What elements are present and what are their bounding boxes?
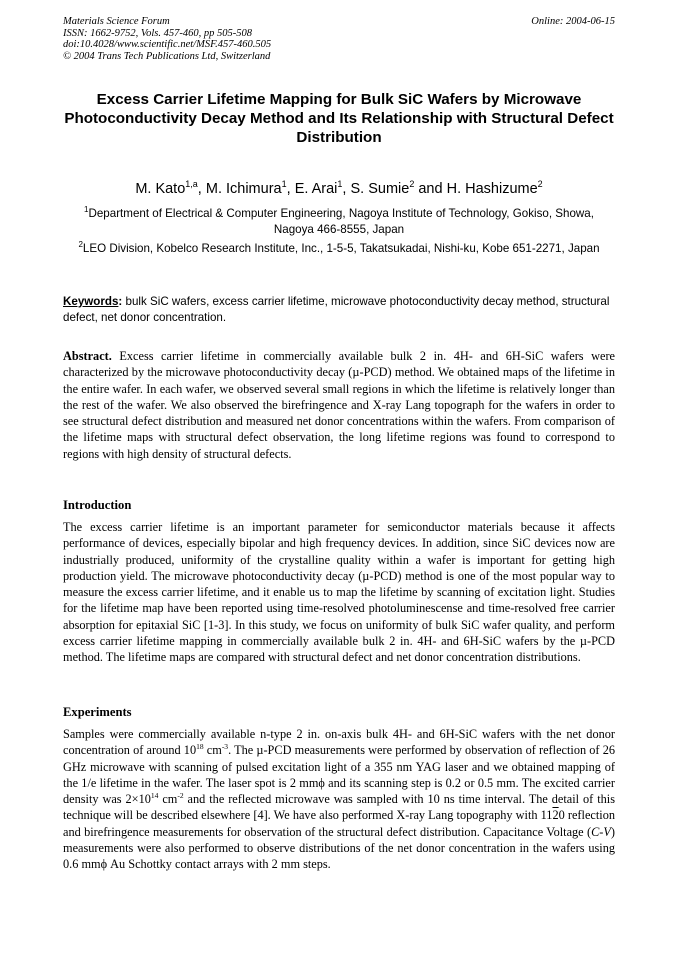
- paper-title: Excess Carrier Lifetime Mapping for Bulk SiC Wafers by Microwave Photoconductivity Decay Method and Its Relationship with Structural Defect Distribution: [64, 91, 614, 146]
- text-run: 0 reflection and birefringence measurements for observation of the structural defect distribution. Capacitance Voltage (: [63, 808, 615, 839]
- introduction-text: The excess carrier lifetime is an important parameter for semiconductor materials because it affects performance of devices, especially bipolar and high frequency devices. In addition, since SiC devices now are industrially produced, uniformity of the crystalline quality within a wafer is important for getting high production yield. The microwave photoconductivity decay (µ-PCD) method is one of the most popular way to measure the excess carrier lifetime, and it enable us to map the lifetime by scanning of excitation light. Studies for the lifetime map have been reported using time-resolved photoluminescense and time-resolved free carrier absorption for epitaxial SiC [1-3]. In this study, we focus on uniformity of bulk SiC wafer quality, and perform excess carrier lifetime mapping in commercially available bulk 2 in. 4H- and 6H-SiC wafers by the µ-PCD method. The lifetime maps are compared with structural defect and net donor concentration distributions.: [63, 520, 615, 665]
- author: S. Sumie: [350, 180, 410, 197]
- author-list: [63, 175, 615, 198]
- abstract-label: Abstract.: [63, 349, 112, 363]
- author-affil-mark: 1,a: [185, 179, 198, 189]
- text-run: cm: [158, 792, 178, 807]
- author-affil-mark: 2: [537, 179, 543, 189]
- affiliation-text: Department of Electrical & Computer Engineering, Nagoya Institute of Technology, Gokiso, Showa, Nagoya 466-8555, Japan: [88, 206, 594, 236]
- author-separator: ,: [197, 180, 206, 197]
- miller-index-bar: 2: [552, 808, 559, 823]
- author-affil-mark: 1: [337, 179, 343, 189]
- online-date: Online: 2004-06-15: [531, 16, 615, 27]
- author: E. Arai: [294, 180, 338, 197]
- experiments-text: [63, 726, 615, 873]
- author-separator: ,: [286, 180, 295, 197]
- author: M. Ichimura: [205, 180, 282, 197]
- abstract: [63, 348, 615, 462]
- keywords: Keywords: bulk SiC wafers, excess carrier lifetime, microwave photoconductivity decay method, structural defect, net donor concentration.: [63, 295, 610, 324]
- cv-italic: C-V: [591, 824, 611, 839]
- author: H. Hashizume: [446, 180, 538, 197]
- copyright-line: © 2004 Trans Tech Publications Ltd, Switzerland: [63, 50, 271, 62]
- author-affil-mark: 2: [409, 179, 415, 189]
- text-run: . The µ-PCD measurements were performed by observation of reflection of 26 GHz microwave with scanning of pulsed excitation light of a 355 nm YAG laser and we obtained mapping of the 1/e lifetime in the wafer. The laser spot is 2 mmϕ and its scanning step is 0.2 or 0.5 mm. The excited carrier density was 2×10: [63, 743, 615, 807]
- exponent: 18: [196, 742, 204, 752]
- author-affil-mark: 1: [281, 179, 287, 189]
- text-run: and the reflected microwave was sampled with 10 ns time interval. The detail of this technique will be described elsewhere [4]. We have also performed X-ray Lang topography with 11: [63, 792, 615, 823]
- section-heading-experiments: Experiments: [63, 705, 132, 719]
- keywords-text: bulk SiC wafers, excess carrier lifetime, microwave photoconductivity decay method, structural defect, net donor concentration.: [63, 295, 610, 324]
- author: M. Kato: [135, 180, 186, 197]
- affiliation: [63, 237, 615, 257]
- affiliation-mark: 2: [78, 240, 83, 249]
- exponent: 14: [150, 791, 159, 801]
- abstract-text: Excess carrier lifetime in commercially available bulk 2 in. 4H- and 6H-SiC wafers were characterized by the microwave photoconductivity decay (µ-PCD) method. We obtained maps of the lifetime in the entire wafer. In each wafer, we observed several small regions in which the lifetime is relatively longer than the rest of the wafer. We also observed the birefringence and X-ray Lang topograph for the wafers in order to see structural defect distribution and measured net donor concentrations within the wafers. From comparison of the lifetime maps with structural defect observation, the long lifetime regions was found to correspond to regions with high density of structural defects.: [63, 349, 615, 461]
- exponent: -2: [177, 791, 184, 801]
- author-separator: and: [414, 180, 447, 197]
- doi-line: doi:10.4028/www.scientific.net/MSF.457-460.505: [63, 39, 272, 50]
- journal-header: [63, 16, 615, 62]
- affiliation: [63, 202, 615, 238]
- affiliation-mark: 1: [84, 205, 89, 214]
- section-heading-introduction: Introduction: [63, 498, 132, 512]
- issn-line: ISSN: 1662-9752, Vols. 457-460, pp 505-508: [63, 27, 252, 39]
- journal-name: Materials Science Forum: [63, 16, 170, 27]
- affiliation-text: LEO Division, Kobelco Research Institute, Inc., 1-5-5, Takatsukadai, Nishi-ku, Kobe 651-2271, Japan: [82, 241, 600, 255]
- text-run: ) measurements were also performed to observe distributions of the net donor concentration in the wafers using 0.6 mmϕ Au Schottky contact arrays with 2 mm steps.: [63, 824, 615, 872]
- author-separator: ,: [342, 180, 351, 197]
- text-run: Samples were commercially available n-type 2 in. on-axis bulk 4H- and 6H-SiC wafers with the net donor concentration of around 10: [63, 727, 615, 758]
- text-run: cm: [203, 743, 222, 758]
- keywords-label: Keywords: [63, 295, 119, 308]
- exponent: -3: [221, 742, 229, 752]
